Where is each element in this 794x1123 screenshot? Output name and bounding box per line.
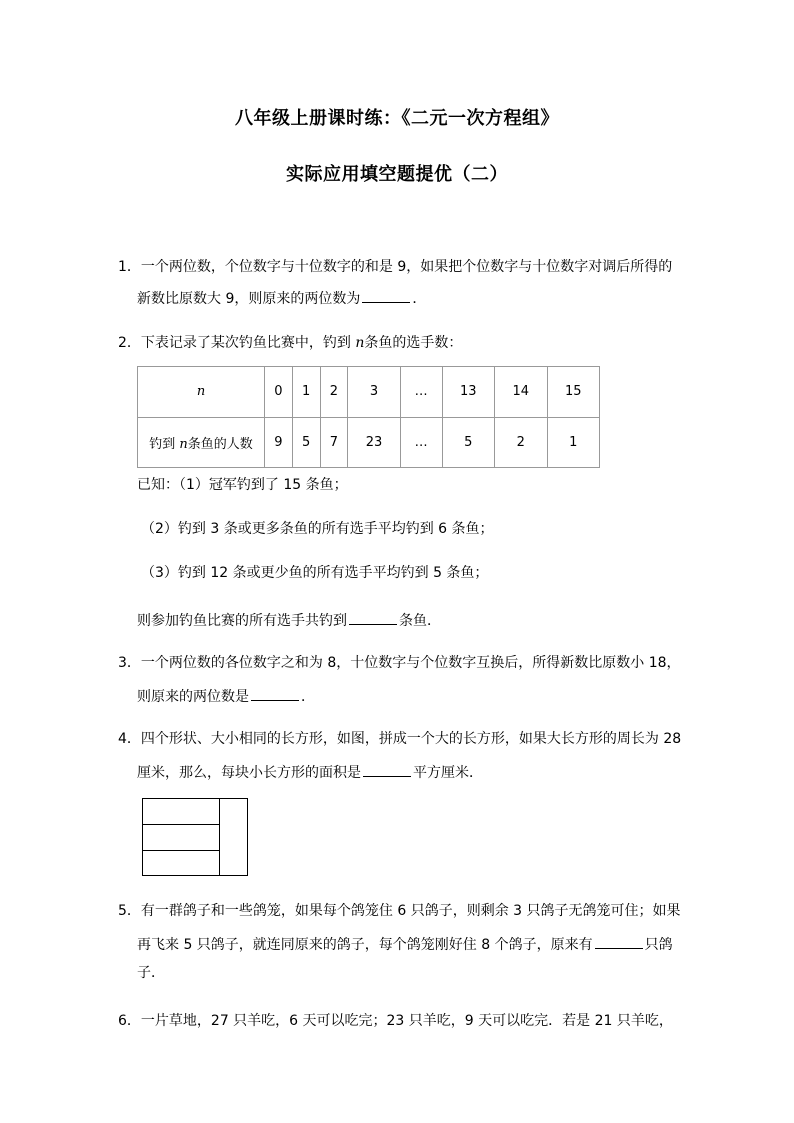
- table-row: [138, 417, 600, 468]
- q2-intro-pre: 2．下表记录了某次钓鱼比赛中，钓到: [118, 335, 356, 351]
- q4-line2: [137, 762, 483, 782]
- table-cell: 1: [547, 417, 599, 468]
- table-cell: 2: [495, 417, 547, 468]
- q4-end: 平方厘米．: [413, 765, 483, 781]
- fishing-table: [137, 366, 600, 468]
- q3-end: ．: [301, 689, 315, 705]
- table-row: [138, 367, 600, 418]
- table-cell: …: [400, 417, 442, 468]
- table-cell: 1: [292, 367, 320, 418]
- table-cell: 5: [442, 417, 494, 468]
- q2-known3: （3）钓到 12 条或更少鱼的所有选手平均钓到 5 条鱼；: [141, 565, 489, 581]
- q2-ask-text: 则参加钓鱼比赛的所有选手共钓到: [137, 613, 347, 629]
- q2-answer-blank[interactable]: [349, 610, 397, 625]
- q4-text: 厘米，那么，每块小长方形的面积是: [137, 765, 361, 781]
- table-header-count: 钓到 n条鱼的人数: [138, 417, 265, 468]
- q3-line2: [137, 686, 315, 706]
- table-cell: 0: [265, 367, 293, 418]
- q5-text: 再飞来 5 只鸽子，就连同原来的鸽子，每个鸽笼刚好住 8 个鸽子，原来有: [137, 937, 593, 953]
- q4-answer-blank[interactable]: [363, 762, 411, 777]
- table-cell: 13: [442, 367, 494, 418]
- q2-known2: （2）钓到 3 条或更多条鱼的所有选手平均钓到 6 条鱼；: [141, 521, 494, 537]
- q1-end: ．: [412, 291, 427, 307]
- q2-known1: 已知：（1）冠军钓到了 15 条鱼；: [137, 477, 348, 493]
- q2-ask-end: 条鱼．: [399, 613, 441, 629]
- table-cell: 5: [292, 417, 320, 468]
- q1-line2: [137, 288, 426, 308]
- table-cell: 7: [320, 417, 348, 468]
- figure-divider: [143, 850, 219, 851]
- table-cell: 14: [495, 367, 547, 418]
- q1-answer-blank[interactable]: [362, 288, 410, 303]
- figure-divider: [219, 799, 220, 875]
- q3-text: 则原来的两位数是: [137, 689, 249, 705]
- q3-line1: 3．一个两位数的各位数字之和为 8，十位数字与个位数字互换后，所得新数比原数小 18，: [118, 655, 681, 671]
- q5-end: 只鸽: [644, 937, 673, 953]
- q5-line2: [137, 934, 673, 954]
- q2-question: [137, 610, 441, 630]
- q3-answer-blank[interactable]: [251, 686, 299, 701]
- q4-line1: 4．四个形状、大小相同的长方形，如图，拼成一个大的长方形，如果大长方形的周长为 28: [118, 731, 682, 747]
- page-title: 八年级上册课时练：《二元一次方程组》: [235, 108, 559, 129]
- q5-answer-blank[interactable]: [595, 934, 643, 949]
- table-header-n: n: [138, 367, 265, 418]
- q1-line1: 1．一个两位数，个位数字与十位数字的和是 9，如果把个位数字与十位数字对调后所得的: [118, 259, 673, 275]
- table-cell: 15: [547, 367, 599, 418]
- table-cell: 2: [320, 367, 348, 418]
- q6-line1: 6．一片草地，27 只羊吃，6 天可以吃完；23 只羊吃，9 天可以吃完．若是 21 只羊吃，: [118, 1013, 673, 1029]
- rectangles-figure: [142, 798, 248, 876]
- q2-intro-var: n: [355, 335, 365, 351]
- table-cell: 9: [265, 417, 293, 468]
- table-cell: …: [400, 367, 442, 418]
- q5-line1: 5．有一群鸽子和一些鸽笼，如果每个鸽笼住 6 只鸽子，则剩余 3 只鸽子无鸽笼可住；如果: [118, 903, 681, 919]
- figure-divider: [143, 824, 219, 825]
- page-subtitle: 实际应用填空题提优（二）: [286, 164, 508, 185]
- table-cell: 23: [348, 417, 400, 468]
- q2-intro: [118, 334, 462, 352]
- table-cell: 3: [348, 367, 400, 418]
- q5-line3: 子．: [137, 965, 165, 981]
- q1-text: 新数比原数大 9，则原来的两位数为: [137, 291, 361, 307]
- q2-intro-post: 条鱼的选手数：: [364, 335, 463, 351]
